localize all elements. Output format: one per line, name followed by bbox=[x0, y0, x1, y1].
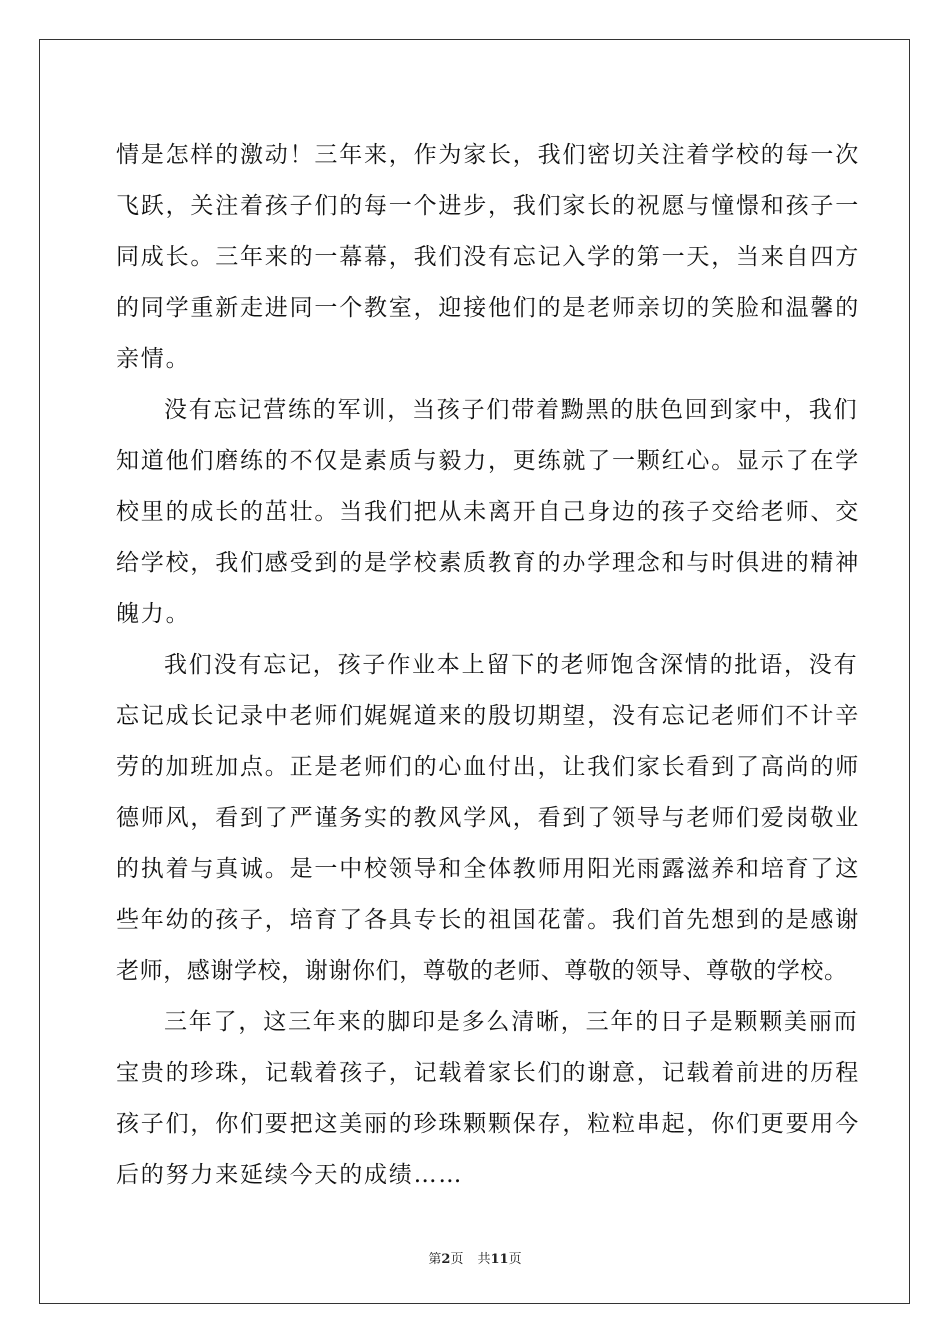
paragraph bbox=[116, 997, 860, 1201]
page-total-suffix: 页 bbox=[508, 1252, 522, 1267]
text-line: 亲情。 bbox=[116, 346, 191, 372]
text-line: 飞跃，关注着孩子们的每一个进步，我们家长的祝愿与憧憬和孩子一 bbox=[116, 193, 860, 219]
text-line: 魄力。 bbox=[116, 601, 191, 627]
page-number-prefix: 第 bbox=[428, 1252, 442, 1267]
text-line: 宝贵的珍珠，记载着孩子，记载着家长们的谢意，记载着前进的历程 bbox=[116, 1060, 860, 1086]
paragraph bbox=[116, 130, 860, 385]
text-line: 校里的成长的茁壮。当我们把从未离开自己身边的孩子交给老师、交 bbox=[116, 499, 860, 525]
text-line: 的执着与真诚。是一中校领导和全体教师用阳光雨露滋养和培育了这 bbox=[116, 856, 860, 882]
text-line: 忘记成长记录中老师们娓娓道来的殷切期望，没有忘记老师们不计辛 bbox=[116, 703, 860, 729]
text-line: 劳的加班加点。正是老师们的心血付出，让我们家长看到了高尚的师 bbox=[116, 754, 860, 780]
text-line: 我们没有忘记，孩子作业本上留下的老师饱含深情的批语，没有 bbox=[164, 652, 859, 678]
page-total-prefix: 共 bbox=[477, 1252, 491, 1267]
text-line: 没有忘记营练的军训，当孩子们带着黝黑的肤色回到家中，我们 bbox=[164, 397, 859, 423]
text-line: 给学校，我们感受到的是学校素质教育的办学理念和与时俱进的精神 bbox=[116, 550, 860, 576]
text-line: 同成长。三年来的一幕幕，我们没有忘记入学的第一天，当来自四方 bbox=[116, 244, 860, 270]
paragraph bbox=[116, 640, 860, 997]
text-line: 些年幼的孩子，培育了各具专长的祖国花蕾。我们首先想到的是感谢 bbox=[116, 907, 860, 933]
page-footer bbox=[0, 1248, 950, 1267]
page-total: 11 bbox=[490, 1252, 509, 1267]
text-line: 知道他们磨练的不仅是素质与毅力，更练就了一颗红心。显示了在学 bbox=[116, 448, 860, 474]
text-line: 老师，感谢学校，谢谢你们，尊敬的老师、尊敬的领导、尊敬的学校。 bbox=[116, 958, 848, 984]
text-line: 后的努力来延续今天的成绩…… bbox=[116, 1162, 464, 1188]
page-number: 2 bbox=[441, 1252, 451, 1267]
page-number-suffix: 页 bbox=[450, 1252, 464, 1267]
text-line: 孩子们，你们要把这美丽的珍珠颗颗保存，粒粒串起，你们更要用今 bbox=[116, 1111, 860, 1137]
text-line: 三年了，这三年来的脚印是多么清晰，三年的日子是颗颗美丽而 bbox=[164, 1009, 859, 1035]
document-body bbox=[116, 130, 860, 1201]
text-line: 德师风，看到了严谨务实的教风学风，看到了领导与老师们爱岗敬业 bbox=[116, 805, 860, 831]
paragraph bbox=[116, 385, 860, 640]
text-line: 的同学重新走进同一个教室，迎接他们的是老师亲切的笑脸和温馨的 bbox=[116, 295, 860, 321]
text-line: 情是怎样的激动！三年来，作为家长，我们密切关注着学校的每一次 bbox=[116, 142, 860, 168]
